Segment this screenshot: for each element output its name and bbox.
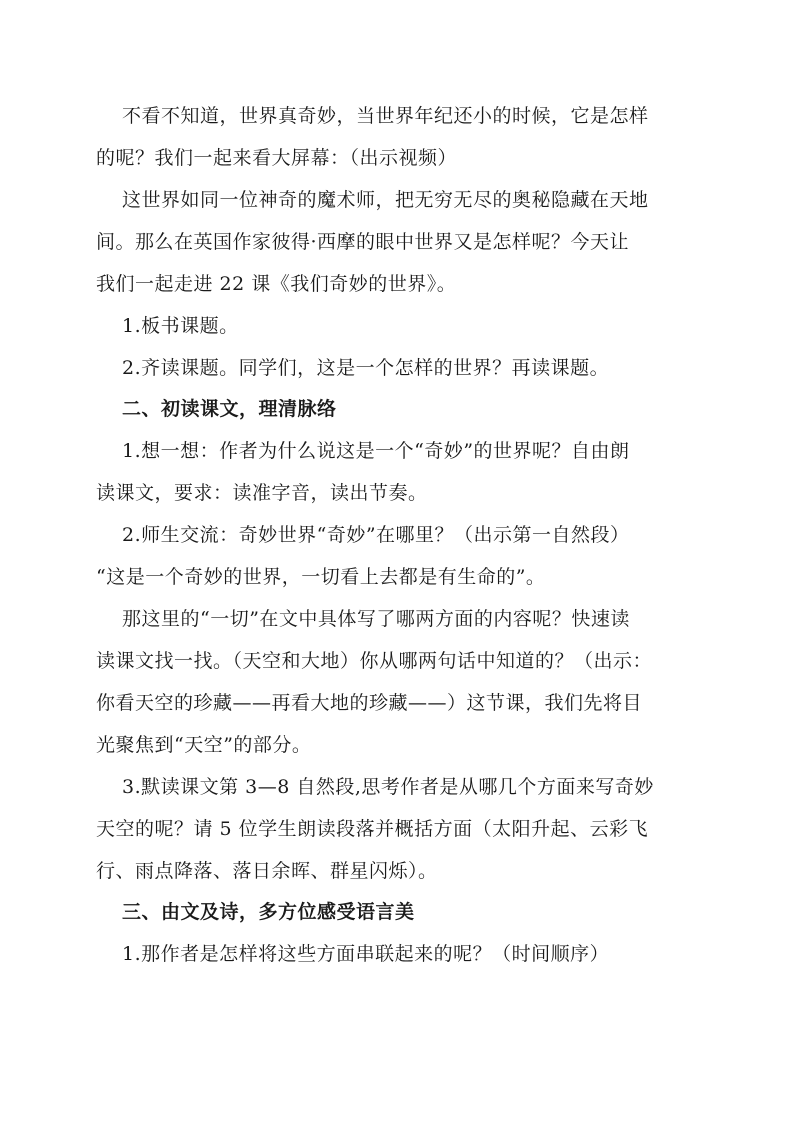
paragraph-1-line-2: 的呢？我们一起来看大屏幕：（出示视频）: [96, 147, 458, 169]
list-item-1: 1.板书课题。: [122, 315, 239, 337]
paragraph-2-line-2: 间。那么在英国作家彼得·西摩的眼中世界又是怎样呢？今天让: [96, 231, 630, 253]
list-item-2: 2.齐读课题。同学们，这是一个怎样的世界？再读课题。: [122, 357, 610, 379]
section2-item-2-line-2: “这是一个奇妙的世界，一切看上去都是有生命的”。: [96, 566, 546, 588]
section2-item-1-line-1: 1.想一想：作者为什么说这是一个“奇妙”的世界呢？自由朗: [122, 440, 630, 462]
section2-paragraph-line-4: 光聚焦到“天空”的部分。: [96, 734, 312, 756]
section2-item-2-line-1: 2.师生交流：奇妙世界“奇妙”在哪里？（出示第一自然段）: [122, 524, 630, 546]
paragraph-2-line-3: 我们一起走进 22 课《我们奇妙的世界》。: [96, 273, 457, 295]
section2-item-3-line-3: 行、雨点降落、落日余晖、群星闪烁）。: [96, 860, 438, 882]
section2-paragraph-line-3: 你看天空的珍藏——再看大地的珍藏——）这节课，我们先将目: [96, 692, 643, 714]
section-heading-3: 三、由文及诗，多方位感受语言美: [122, 901, 415, 923]
section2-item-3-line-1: 3.默读课文第 3—8 自然段,思考作者是从哪几个方面来写奇妙: [122, 776, 654, 798]
section3-item-1: 1.那作者是怎样将这些方面串联起来的呢？（时间顺序）: [122, 943, 610, 965]
paragraph-1-line-1: 不看不知道，世界真奇妙，当世界年纪还小的时候，它是怎样: [122, 105, 649, 127]
section2-paragraph-line-2: 读课文找一找。（天空和大地）你从哪两句话中知道的？（出示：: [96, 650, 653, 672]
section2-paragraph-line-1: 那这里的“一切”在文中具体写了哪两方面的内容呢？快速读: [122, 608, 630, 630]
paragraph-2-line-1: 这世界如同一位神奇的魔术师，把无穷无尽的奥秘隐藏在天地: [122, 189, 649, 211]
section2-item-1-line-2: 读课文，要求：读准字音，读出节奏。: [96, 482, 428, 504]
section-heading-2: 二、初读课文，理清脉络: [122, 398, 337, 420]
section2-item-3-line-2: 天空的呢？请 5 位学生朗读段落并概括方面（太阳升起、云彩飞: [96, 818, 649, 840]
